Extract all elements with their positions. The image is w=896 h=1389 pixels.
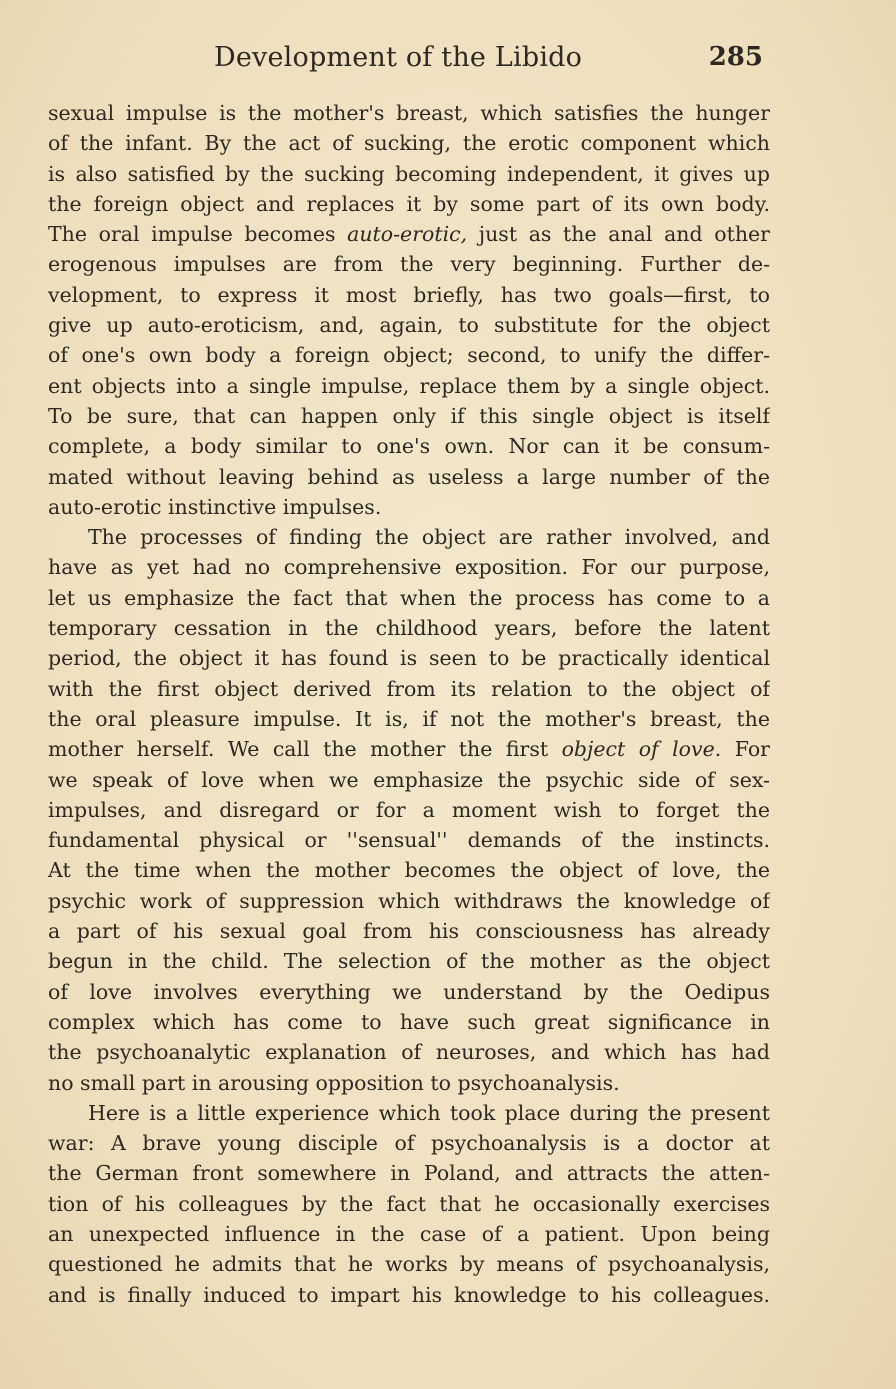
text-line: auto-erotic instinctive impulses. — [48, 494, 382, 519]
text-line: mated without leaving behind as useless a large number of the — [48, 464, 770, 489]
text-line: the oral pleasure impulse. It is, if not the mother's breast, the — [48, 706, 770, 731]
text-line: The processes of finding the object are rather involved, and — [88, 525, 770, 550]
text-line: begun in the child. The selection of the mother as the object — [48, 949, 770, 974]
text-line: velopment, to express it most briefly, has two goals—first, to — [48, 282, 770, 307]
text-line: the foreign object and replaces it by some part of its own body. — [48, 191, 770, 216]
text-line: of the infant. By the act of sucking, the erotic component which — [48, 131, 770, 156]
text-line: temporary cessation in the childhood years, before the latent — [48, 616, 770, 641]
running-head: Development of the Libido — [214, 42, 583, 73]
body-text — [48, 98, 770, 1310]
text-line: ent objects into a single impulse, replace them by a single object. — [48, 373, 770, 398]
text-line: a part of his sexual goal from his consciousness has already — [48, 919, 770, 944]
italic-term-auto-erotic: auto-erotic, — [347, 222, 468, 247]
text-line: the psychoanalytic explanation of neuroses, and which has had — [48, 1040, 770, 1065]
text-line: with the first object derived from its relation to the object of — [48, 676, 770, 701]
text-line: is also satisfied by the sucking becoming independent, it gives up — [48, 161, 770, 186]
text-line: complex which has come to have such great significance in — [48, 1009, 770, 1034]
text-fragment: For — [734, 737, 770, 762]
text-fragment: The oral impulse becomes — [48, 222, 336, 247]
text-line: fundamental physical or ''sensual'' demands of the instincts. — [48, 828, 770, 853]
text-line: psychic work of suppression which withdraws the knowledge of — [48, 888, 770, 913]
text-line — [48, 734, 770, 764]
text-line: tion of his colleagues by the fact that he occasionally exercises — [48, 1191, 770, 1216]
text-line: have as yet had no comprehensive exposition. For our purpose, — [48, 555, 770, 580]
text-line: of love involves everything we understand by the Oedipus — [48, 979, 770, 1004]
text-fragment: mother herself. We call the mother the first — [48, 737, 549, 762]
text-line — [48, 219, 770, 249]
text-line: erogenous impulses are from the very beginning. Further de- — [48, 252, 770, 277]
text-line: give up auto-eroticism, and, again, to substitute for the object — [48, 313, 770, 338]
text-line: no small part in arousing opposition to psychoanalysis. — [48, 1070, 620, 1095]
page-number: 285 — [708, 42, 763, 72]
text-line: an unexpected influence in the case of a patient. Upon being — [48, 1221, 770, 1246]
text-line: Here is a little experience which took place during the present — [88, 1100, 770, 1125]
text-line: period, the object it has found is seen to be practically identical — [48, 646, 770, 671]
text-line: we speak of love when we emphasize the psychic side of sex- — [48, 767, 770, 792]
text-fragment: just as the anal and other — [478, 222, 770, 247]
italic-term-object-of-love: object of love. — [561, 737, 722, 762]
text-line: questioned he admits that he works by means of psychoanalysis, — [48, 1252, 770, 1277]
text-line: To be sure, that can happen only if this single object is itself — [48, 403, 770, 428]
text-line: war: A brave young disciple of psychoanalysis is a doctor at — [48, 1131, 770, 1156]
text-line: impulses, and disregard or for a moment wish to forget the — [48, 797, 770, 822]
text-line: At the time when the mother becomes the object of love, the — [48, 858, 770, 883]
text-line: and is finally induced to impart his knowledge to his colleagues. — [48, 1282, 770, 1307]
text-line: let us emphasize the fact that when the process has come to a — [48, 585, 770, 610]
text-line: sexual impulse is the mother's breast, which satisfies the hunger — [48, 101, 770, 125]
text-line: of one's own body a foreign object; second, to unify the differ- — [48, 343, 770, 368]
page-header — [48, 40, 763, 84]
text-line: the German front somewhere in Poland, and attracts the atten- — [48, 1161, 770, 1186]
text-line: complete, a body similar to one's own. Nor can it be consum- — [48, 434, 770, 459]
